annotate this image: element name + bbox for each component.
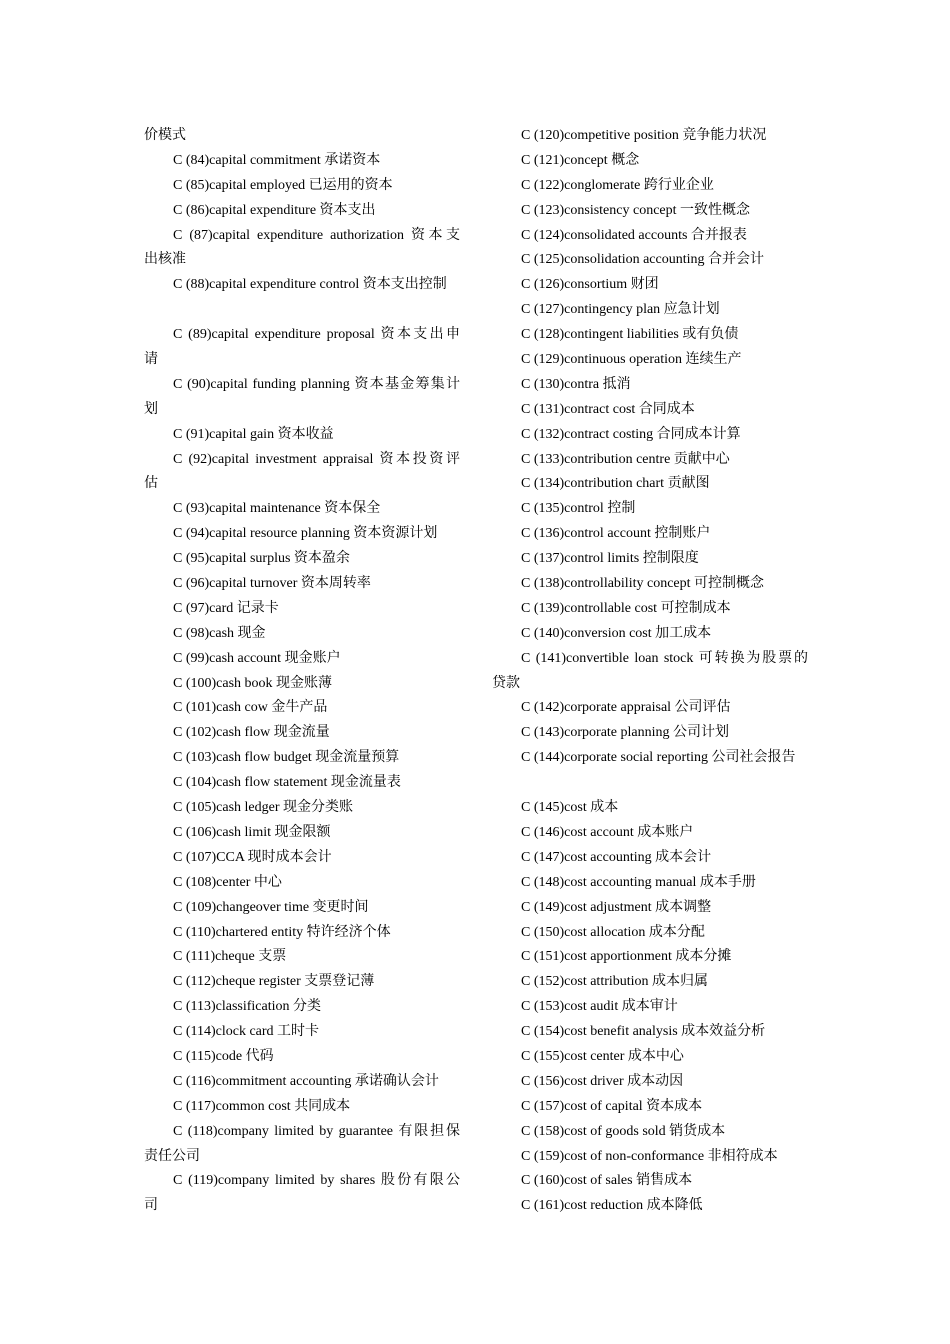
glossary-entry: C (84)capital commitment 承诺资本 xyxy=(173,152,381,168)
glossary-entry: C (159)cost of non-conformance 非相符成本 xyxy=(521,1148,778,1164)
glossary-entry: C (131)contract cost 合同成本 xyxy=(521,401,695,417)
glossary-entry: C (119)company limited by shares 股份有限公 xyxy=(173,1173,460,1189)
glossary-entry: C (96)capital turnover 资本周转率 xyxy=(173,576,371,592)
glossary-entry: C (125)consolidation accounting 合并会计 xyxy=(521,252,765,268)
glossary-entry: C (138)controllability concept 可控制概念 xyxy=(521,576,765,592)
glossary-entry: C (135)control 控制 xyxy=(521,501,636,517)
glossary-entry: C (127)contingency plan 应急计划 xyxy=(521,302,720,318)
glossary-entry: C (120)competitive position 竞争能力状况 xyxy=(521,128,767,143)
glossary-entry: C (157)cost of capital 资本成本 xyxy=(521,1098,703,1114)
entry-continuation: 出核准 xyxy=(144,252,186,268)
glossary-entry: C (150)cost allocation 成本分配 xyxy=(521,924,705,940)
glossary-entry: C (112)cheque register 支票登记薄 xyxy=(173,974,375,990)
glossary-entry: C (89)capital expenditure proposal 资本支出申 xyxy=(173,327,460,343)
glossary-entry: C (149)cost adjustment 成本调整 xyxy=(521,899,712,915)
glossary-entry: C (153)cost audit 成本审计 xyxy=(521,999,678,1015)
glossary-entry: C (113)classification 分类 xyxy=(173,999,322,1015)
glossary-entry: C (92)capital investment appraisal 资本投资评 xyxy=(173,451,460,467)
glossary-entry: C (103)cash flow budget 现金流量预算 xyxy=(173,750,400,766)
glossary-entry: C (107)CCA 现时成本会计 xyxy=(173,849,332,865)
entry-continuation: 请 xyxy=(144,352,158,368)
glossary-entry: C (158)cost of goods sold 销货成本 xyxy=(521,1123,726,1139)
glossary-entry: C (105)cash ledger 现金分类账 xyxy=(173,800,354,816)
glossary-entry: C (134)contribution chart 贡献图 xyxy=(521,476,710,492)
glossary-entry: C (106)cash limit 现金限额 xyxy=(173,824,331,840)
glossary-entry: C (144)corporate social reporting 公司社会报告 xyxy=(521,750,796,766)
entry-continuation: 价模式 xyxy=(144,128,186,143)
right-column xyxy=(492,124,808,1219)
glossary-entry: C (128)contingent liabilities 或有负债 xyxy=(521,327,739,343)
glossary-entry: C (129)continuous operation 连续生产 xyxy=(521,352,742,368)
glossary-entry: C (124)consolidated accounts 合并报表 xyxy=(521,227,747,243)
glossary-entry: C (143)corporate planning 公司计划 xyxy=(521,725,730,741)
glossary-entry: C (147)cost accounting 成本会计 xyxy=(521,849,712,865)
glossary-entry: C (145)cost 成本 xyxy=(521,800,619,816)
glossary-entry: C (118)company limited by guarantee 有限担保 xyxy=(173,1123,460,1139)
glossary-entry: C (116)commitment accounting 承诺确认会计 xyxy=(173,1073,439,1089)
glossary-entry: C (152)cost attribution 成本归属 xyxy=(521,974,709,990)
entry-continuation: 责任公司 xyxy=(144,1148,200,1164)
glossary-entry: C (161)cost reduction 成本降低 xyxy=(521,1198,703,1214)
glossary-entry: C (160)cost of sales 销售成本 xyxy=(521,1173,693,1189)
glossary-entry: C (91)capital gain 资本收益 xyxy=(173,426,334,442)
glossary-entry: C (154)cost benefit analysis 成本效益分析 xyxy=(521,1024,766,1040)
glossary-entry: C (122)conglomerate 跨行业企业 xyxy=(521,177,714,193)
glossary-entry: C (142)corporate appraisal 公司评估 xyxy=(521,700,731,716)
glossary-entry: C (87)capital expenditure authorization 资本支 xyxy=(173,227,460,243)
glossary-entry: C (111)cheque 支票 xyxy=(173,949,287,965)
glossary-entry: C (115)code 代码 xyxy=(173,1048,274,1064)
glossary-entry: C (108)center 中心 xyxy=(173,874,282,890)
glossary-entry: C (97)card 记录卡 xyxy=(173,600,279,616)
glossary-entry: C (148)cost accounting manual 成本手册 xyxy=(521,874,756,890)
glossary-entry: C (99)cash account 现金账户 xyxy=(173,650,341,666)
blank-line xyxy=(144,298,460,323)
glossary-entry: C (151)cost apportionment 成本分摊 xyxy=(521,949,732,965)
glossary-entry: C (86)capital expenditure 资本支出 xyxy=(173,202,376,218)
glossary-entry: C (126)consortium 财团 xyxy=(521,277,659,293)
entry-continuation: 划 xyxy=(144,401,158,417)
glossary-entry: C (88)capital expenditure control 资本支出控制 xyxy=(173,277,447,293)
glossary-entry: C (139)controllable cost 可控制成本 xyxy=(521,600,731,616)
glossary-entry: C (95)capital surplus 资本盈余 xyxy=(173,551,350,567)
glossary-entry: C (101)cash cow 金牛产品 xyxy=(173,700,328,716)
glossary-entry: C (123)consistency concept 一致性概念 xyxy=(521,202,751,218)
glossary-entry: C (93)capital maintenance 资本保全 xyxy=(173,501,381,517)
glossary-entry: C (109)changeover time 变更时间 xyxy=(173,899,369,915)
glossary-entry: C (140)conversion cost 加工成本 xyxy=(521,625,712,641)
entry-continuation: 司 xyxy=(144,1198,158,1214)
glossary-entry: C (94)capital resource planning 资本资源计划 xyxy=(173,526,438,542)
glossary-entry: C (102)cash flow 现金流量 xyxy=(173,725,330,741)
glossary-entry: C (104)cash flow statement 现金流量表 xyxy=(173,775,401,791)
glossary-entry: C (146)cost account 成本账户 xyxy=(521,824,694,840)
glossary-entry: C (136)control account 控制账户 xyxy=(521,526,711,542)
glossary-entry: C (114)clock card 工时卡 xyxy=(173,1024,320,1040)
entry-continuation: 估 xyxy=(144,476,158,492)
glossary-entry: C (156)cost driver 成本动因 xyxy=(521,1073,684,1089)
glossary-entry: C (155)cost center 成本中心 xyxy=(521,1048,684,1064)
entry-continuation: 贷款 xyxy=(492,675,520,691)
blank-line xyxy=(492,771,808,796)
glossary-entry: C (90)capital funding planning 资本基金筹集计 xyxy=(173,376,460,392)
glossary-entry: C (98)cash 现金 xyxy=(173,625,266,641)
glossary-entry: C (100)cash book 现金账薄 xyxy=(173,675,333,691)
glossary-entry: C (117)common cost 共同成本 xyxy=(173,1098,351,1114)
glossary-entry: C (130)contra 抵消 xyxy=(521,376,631,392)
glossary-entry: C (121)concept 概念 xyxy=(521,152,640,168)
glossary-entry: C (141)convertible loan stock 可转换为股票的 xyxy=(521,650,808,666)
glossary-entry: C (110)chartered entity 特许经济个体 xyxy=(173,924,391,940)
glossary-entry: C (132)contract costing 合同成本计算 xyxy=(521,426,741,442)
glossary-entry: C (85)capital employed 已运用的资本 xyxy=(173,177,393,193)
glossary-entry: C (137)control limits 控制限度 xyxy=(521,551,699,567)
glossary-entry: C (133)contribution centre 贡献中心 xyxy=(521,451,730,467)
left-column xyxy=(144,124,460,1219)
